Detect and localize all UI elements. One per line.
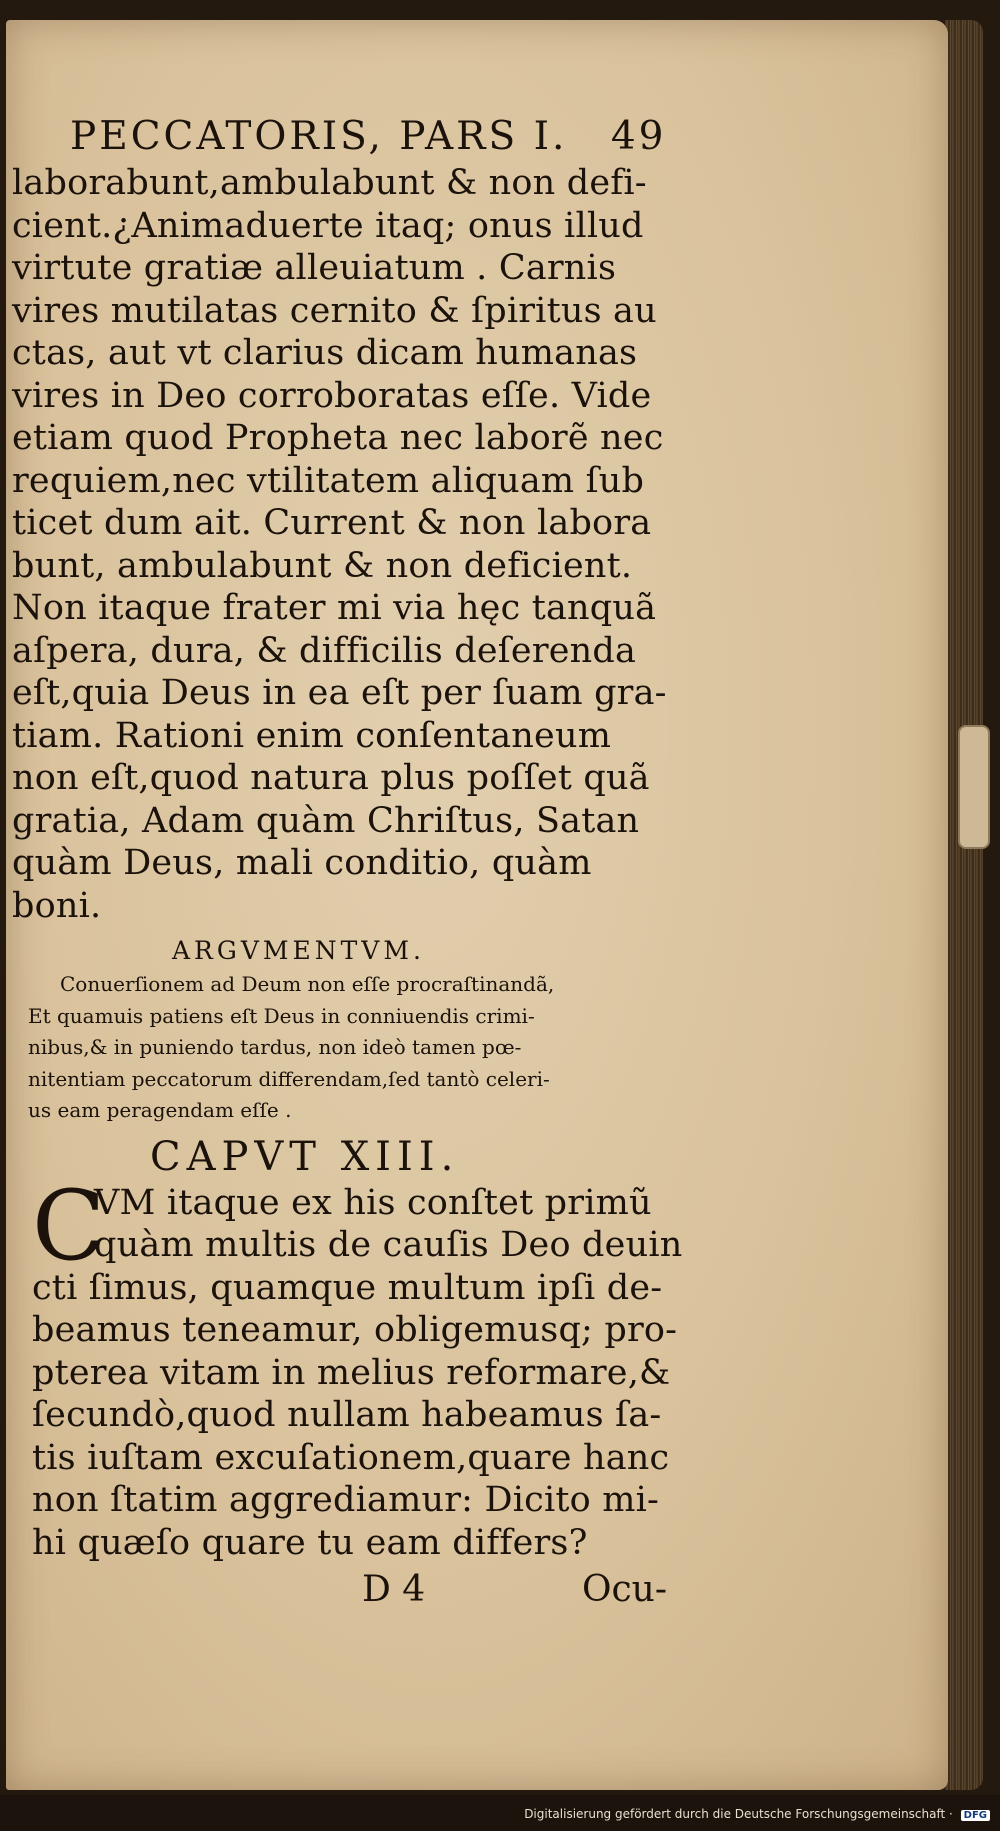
signature-mark: D 4 [362,1569,426,1610]
running-header [12,112,912,162]
chapter-heading: CAPVT XIII. [150,1133,460,1180]
text-line: virtute gratiæ alleuiatum . Carnis [12,248,617,288]
page-edges [945,20,983,1790]
text-line: VM itaque ex his conſtet primũ [94,1182,652,1223]
text-line: quàm Deus, mali conditio, quàm [12,843,592,883]
running-title: PECCATORIS, PARS I. [70,114,568,159]
argument-heading: ARGVMENTVM. [172,936,425,965]
page-footer [12,1564,912,1614]
text-line: beamus teneamur, obligemusq; pro- [32,1310,678,1350]
argument-line: Conuerſionem ad Deum non eſſe procraſtinandã, [60,972,555,996]
paragraph-1 [12,162,912,927]
dfg-logo: DFG [961,1810,990,1821]
argument-line: us eam peragendam eſſe . [28,1098,292,1122]
text-line: quàm multis de cauſis Deo deuin [94,1225,683,1265]
page-number: 49 [610,114,667,159]
argument-line: Et quamuis patiens eſt Deus in conniuendis crimi- [28,1003,535,1028]
catchword: Ocu- [582,1569,668,1610]
argument-line: nibus,& in puniendo tardus, non ideò tamen pœ- [28,1035,522,1059]
paragraph-2 [12,1169,912,1565]
text-line: gratia, Adam quàm Chriſtus, Satan [12,800,640,841]
text-line: Non itaque frater mi via hęc tanquã [12,588,657,628]
credit-text: Digitalisierung gefördert durch die Deutsche Forschungsgemeinschaft · [524,1807,953,1821]
text-line: ſecundò,quod nullam habeamus ſa- [32,1395,662,1435]
text-line: vires mutilatas cernito & ſpiritus au [12,290,657,331]
argument-block [12,927,912,1127]
text-line: hi quæſo quare tu eam differs? [32,1522,588,1563]
text-line: etiam quod Propheta nec laborẽ nec [12,418,664,458]
text-line: non eſt,quod natura plus poſſet quã [12,758,650,798]
text-line: cti ſimus, quamque multum ipſi de- [32,1267,663,1308]
text-line: tiam. Rationi enim conſentaneum [12,715,612,756]
page-tab [958,725,990,849]
argument-line: nitentiam peccatorum differendam,ſed tantò celeri- [28,1066,550,1091]
text-line: bunt, ambulabunt & non deficient. [12,545,633,586]
text-line: tis iuſtam excuſationem,quare hanc [32,1437,670,1478]
text-line: ticet dum ait. Current & non labora [12,503,652,543]
text-line: requiem,nec vtilitatem aliquam ſub [12,460,645,501]
text-line: aſpera, dura, & difficilis deſerenda [12,630,637,671]
text-line: pterea vitam in melius reformare,& [32,1352,671,1393]
text-line: cient.¿Animaduerte itaq; onus illud [12,205,644,246]
drop-cap: C [32,1169,106,1282]
page-text [12,112,912,1614]
text-line: eſt,quia Deus in ea eſt per ſuam gra- [12,673,667,713]
text-line: boni. [12,885,102,926]
text-line: laborabunt,ambulabunt & non defi- [12,163,647,203]
text-line: vires in Deo corroboratas eſſe. Vide [12,375,652,416]
text-line: non ſtatim aggrediamur: Dicito mi- [32,1480,660,1520]
text-line: ctas, aut vt clarius dicam humanas [12,333,638,373]
digitization-credit [524,1807,990,1821]
